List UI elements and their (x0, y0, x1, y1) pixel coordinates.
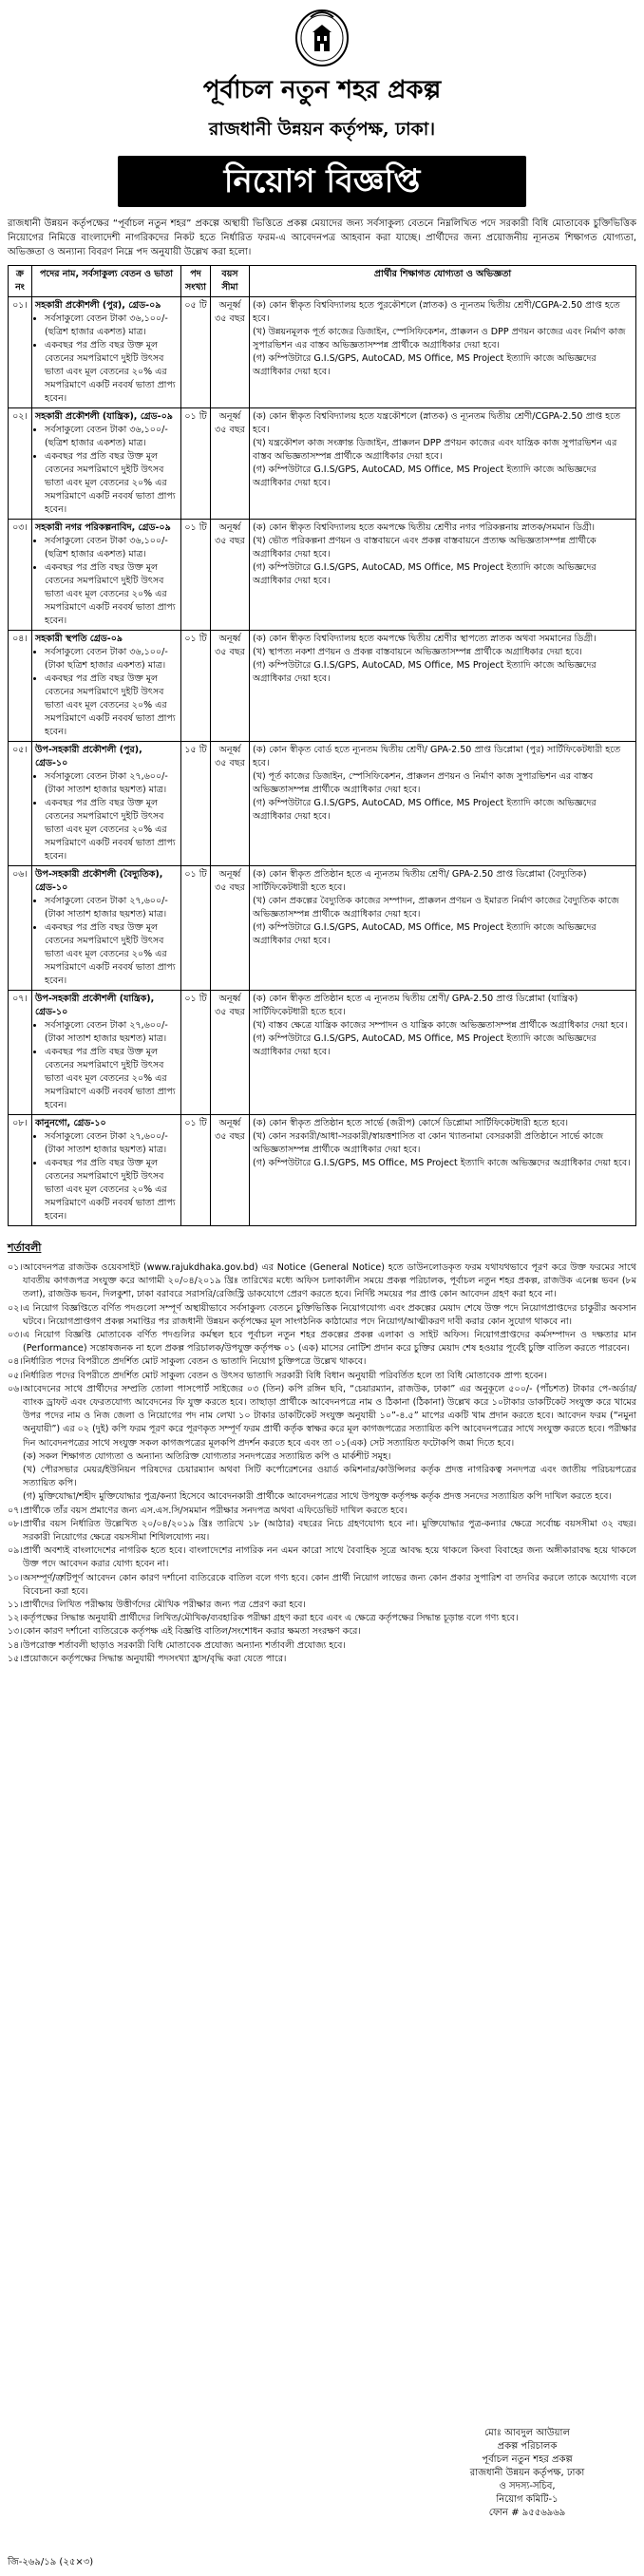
row-post-cell (32, 1115, 181, 1226)
term-item (8, 1544, 636, 1571)
qualification-item: (খ) যন্ত্রকৌশল কাজ সংক্রান্ত ডিজাইন, প্রাক্কলন DPP প্রণয়ন কাজের এবং যান্ত্রিক কাজ সুপারভিশন এর বাস্তব অভিজ্ঞতাসম্পন্ন প্রার্থীকে অগ্রাধিকার দেয়া হবে। (253, 438, 617, 462)
row-serial: ০৪। (9, 631, 32, 742)
pay-list (35, 1019, 178, 1112)
pay-item: • একবছর পর প্রতি বছর উক্ত মূল বেতনের সমপরিমাণে দুইটি উৎসব ভাতা এবং মূল বেতনের ২০% এর সমপরিমাণে একটি নববর্ষ ভাতা প্রাপ্য হবেন। (45, 450, 178, 517)
row-qualification (250, 742, 636, 866)
pay-item: • সর্বসাকুল্যে বেতন টাকা ৩৬,১০০/-(ছত্রিশ হাজার একশত) মাত্র। (45, 313, 178, 339)
row-age-limit: অনূর্ধ্ব ৩৫ বছর (211, 742, 250, 866)
pay-item: • সর্বসাকুল্যে বেতন টাকা ৩৬,১০০/-(ছত্রিশ হাজার একশত) মাত্র। (45, 424, 178, 450)
term-item (8, 1625, 636, 1638)
term-item (8, 1370, 636, 1383)
terms-list (8, 1261, 636, 1666)
qualification-item: (খ) কোন প্রকল্পের বৈদ্যুতিক কাজের সম্পাদন, প্রাক্কলন প্রণয়ন ও ইমারত নির্মাণ কাজের বৈদ্যুতিক কাজে অভিজ্ঞতাসম্পন্ন প্রার্থীকে অগ্রাধিকার দেয়া হবে। (253, 896, 619, 919)
row-post-count: ১৫ টি (181, 742, 211, 866)
row-post-cell (32, 408, 181, 520)
qualification-item: (ক) কোন স্বীকৃত বোর্ড হতে ন্যূনতম দ্বিতীয় শ্রেণী/ GPA-2.50 প্রাপ্ত ডিপ্লোমা (পুর) সার্টিফিকেটধারী হতে হবে। (253, 745, 621, 768)
term-text: আবেদনের সাথে প্রার্থীদের সম্প্রতি তোলা পাসপোর্ট সাইজের ০৩ (তিন) কপি রঙ্গিন ছবি, “চেয়ারম্যান, রাজউক, ঢাকা” এর অনুকূলে ৫০০/- (পাঁচশত) টাকার পে-অর্ডার/ব্যাংক ড্রাফট এবং ফেরতযোগ্য আবেদনের ফি যুক্ত করতে হবে। তাছাড়া প্রার্থীকে আবেদনপত্রে নাম ও ঠিকানা (ঠিকানা) উল্লেখ করে ১০টাকার ডাকটিকেট সংযুক্ত করে খামের উপর পদের নাম ও নিজ জেলা ও নিয়োগের পদ নাম লেখা ১০ টাকার ডাকটিকেট সংযুক্ত অনুযায়ী ১০”-৪.৫” মাপের একটি খাম প্রদান করতে হবে। আবেদন ফরম (“নমুনা অনুযায়ী”) এর ০২ (দুই) কপি ফরম পূরণ করে পূরণকৃত সম্পূর্ণ ফরম প্রার্থী কর্তৃক স্বাক্ষর করে মূল কাগজপত্রের সত্যায়িত কপি আবেদনপত্রের সাথে সংযুক্ত করতে হবে। পরীক্ষার দিন আবেদনপত্রের সাথে সংযুক্ত সকল কাগজপত্রের মূলকপি প্রদর্শন করতে হবে এবং তা ০১(এক) সেট সত্যায়িত ফটোকপি জমা দিতে হবে। (23, 1383, 636, 1449)
term-text: প্রয়োজনে কর্তৃপক্ষের সিদ্ধান্ত অনুযায়ী পদসংখ্যা হ্রাস/বৃদ্ধি করা যেতে পারে। (23, 1653, 287, 1664)
term-text: অসম্পূর্ণ/ত্রুটিপূর্ণ আবেদন কোন কারণ দর্শানো ব্যতিরেকে বাতিল বলে গণ্য হবে। কোন প্রার্থী নিয়োগ লাভের জন্য কোন প্রকার সুপারিশ বা তদবির করলে তাকে অযোগ্য বলে বিবেচনা করা হবে। (23, 1572, 636, 1597)
qualification-item: (গ) কম্পিউটারে G.I.S/GPS, MS Office, MS Project ইত্যাদি কাজে অভিজ্ঞদের অগ্রাধিকার দেয়া হবে। (253, 1158, 631, 1168)
row-age-limit: অনূর্ধ্ব ৩৫ বছর (211, 631, 250, 742)
table-row (9, 408, 636, 520)
posts-table (8, 265, 636, 1226)
row-post-count: ০১ টি (181, 991, 211, 1115)
qualification-item: (গ) কম্পিউটারে G.I.S/GPS, AutoCAD, MS Office, MS Project ইত্যাদি কাজে অভিজ্ঞদের অগ্রাধিকার দেয়া হবে। (253, 922, 597, 946)
term-text: আবেদনপত্র রাজউক ওয়েবসাইট (www.rajukdhaka.gov.bd) এর Notice (General Notice) হতে ডাউনলোডকৃত ফরম যথাযথভাবে পূরণ করে উক্ত ফরমের সাথে যাবতীয় কাগজপত্র সংযুক্ত করে আগামী ২০/০৪/২০১৯ খ্রিঃ তারিখের মধ্যে অফিস চলাকালীন সময়ে প্রকল্প পরিচালক, পূর্বাচল নতুন শহর প্রকল্প, রাজউক এনেক্স ভবন (৮ম তলা), রাজউক ভবন, দিলকুশা, ঢাকা বরাবরে সরাসরি/রেজিস্ট্রি ডাকযোগে প্রেরণ করতে হবে। নির্দিষ্ট সময়ের পর প্রাপ্ত কোন আবেদন গ্রহণ করা হবে না। (23, 1262, 636, 1300)
term-text: নির্ধারিত পদের বিপরীতে প্রদর্শিত মোট সাকুল্য বেতন ও ভাতাদি নিয়োগ চুক্তিপত্রে উল্লেখ থাকবে। (23, 1356, 367, 1368)
qualification-item: (খ) ভৌত পরিকল্পনা প্রণয়ন ও বাস্তবায়নে এবং প্রকল্প বাস্তবায়নে প্রত্যক্ষ অভিজ্ঞতাসম্পন্ন প্রার্থীকে অগ্রাধিকার দেয়া হবে। (253, 536, 597, 559)
qualification-item: (ক) কোন স্বীকৃত বিশ্ববিদ্যালয় হতে যন্ত্রকৌশলে (স্নাতক) ও ন্যূনতম দ্বিতীয় শ্রেণী/CGPA-2.50 প্রাপ্ত হতে হবে। (253, 411, 621, 435)
qualification-item: (গ) কম্পিউটারে G.I.S/GPS, AutoCAD, MS Office, MS Project ইত্যাদি কাজে অভিজ্ঞদের অগ্রাধিকার দেয়া হবে। (253, 660, 597, 684)
row-qualification (250, 520, 636, 631)
term-number: ০১। (8, 1262, 23, 1273)
row-qualification (250, 408, 636, 520)
row-age-limit: অনূর্ধ্ব ৩৫ বছর (211, 297, 250, 408)
pay-list (35, 535, 178, 628)
term-item (8, 1518, 636, 1544)
row-post-count: ০১ টি (181, 520, 211, 631)
term-number: ১৪। (8, 1639, 23, 1651)
term-text: নির্ধারিত পদের বিপরীতে প্রদর্শিত মোট সাকুল্য বেতন ও উৎসব ভাতাদি সরকারী বিধি বিধান অনুযায়ী পরিবর্তিত হলে তা বিধি মোতাবেক প্রাপ্য হবেন। (23, 1370, 547, 1381)
qualification-item: (ক) কোন স্বীকৃত প্রতিষ্ঠান হতে সার্ভে (জরীপ) কোর্সে ডিপ্লোমা সার্টিফিকেটধারী হতে হবে। (253, 1118, 569, 1128)
footer-code: জি-২৬৯/১৯ (২৫×৩) (8, 2557, 94, 2567)
pay-item: • একবছর পর প্রতি বছর উক্ত মূল বেতনের সমপরিমাণে দুইটি উৎসব ভাতা এবং মূল বেতনের ২০% এর সমপরিমাণে একটি নববর্ষ ভাতা প্রাপ্য হবেন। (45, 672, 178, 739)
signatory-name: মোঃ আবদুল আউয়াল (484, 2428, 570, 2438)
row-serial: ০৬। (9, 866, 32, 991)
qualification-item: (ক) কোন স্বীকৃত বিশ্ববিদ্যালয় হতে পুরকৌশলে (স্নাতক) ও ন্যূনতম দ্বিতীয় শ্রেণী/CGPA-2.50 প্রাপ্ত হতে হবে। (253, 300, 620, 324)
header-qualification: প্রার্থীর শিক্ষাগত যোগ্যতা ও অভিজ্ঞতা (250, 266, 636, 297)
row-post-cell (32, 297, 181, 408)
signatory-org: রাজধানী উন্নয়ন কর্তৃপক্ষ, ঢাকা (469, 2468, 585, 2478)
row-post-cell (32, 520, 181, 631)
row-post-count: ০১ টি (181, 408, 211, 520)
row-post-cell (32, 631, 181, 742)
term-text: প্রার্থী অবশ্যই বাংলাদেশের নাগরিক হতে হবে। বাংলাদেশের নাগরিক নন এমন কারো সাথে বৈবাহিক সূত্রে আবদ্ধ হয়ে থাকলে কিংবা বিবাহের জন্য অঙ্গীকারাবদ্ধ হয়ে থাকলে উক্ত পদে আবেদন করার যোগ্য হবেন না। (23, 1545, 636, 1570)
row-post-cell (32, 991, 181, 1115)
term-text: এ নিয়োগ বিজ্ঞপ্তিতে বর্ণিত পদগুলো সম্পূর্ণ অস্থায়ীভাবে সর্বসাকুল্য বেতনে চুক্তিভিত্তিক নিয়োগযোগ্য এবং প্রকল্পের মেয়াদ শেষে উক্ত পদে নিয়োগপ্রাপ্তদের চাকুরীর অবসান ঘটবে। নিয়োগপ্রাপ্তগণ প্রকল্প সমাপ্তির পর রাজধানী উন্নয়ন কর্তৃপক্ষের মূল সাংগঠনিক কাঠামোর পদে নিয়োগ/আত্মীকরণ দাবী করার কোন সুযোগ থাকবে না। (23, 1302, 636, 1327)
pay-list (35, 424, 178, 517)
row-age-limit: অনূর্ধ্ব ৩৫ বছর (211, 520, 250, 631)
qualification-item: (ক) কোন স্বীকৃত প্রতিষ্ঠান হতে এ ন্যূনতম দ্বিতীয় শ্রেণী/ GPA-2.50 প্রাপ্ত ডিপ্লোমা (যান্ত্রিক) সার্টিফিকেটধারী হতে হবে। (253, 994, 578, 1017)
table-row (9, 631, 636, 742)
row-post-count: ০১ টি (181, 1115, 211, 1226)
header-post-count: পদ সংখ্যা (181, 266, 211, 297)
signatory-extra: ও সদস্য-সচিব, (499, 2481, 556, 2491)
header (0, 0, 644, 207)
table-row (9, 1115, 636, 1226)
rajuk-seal-icon (294, 6, 350, 66)
term-number: ০৮। (8, 1518, 23, 1529)
term-text: কোন কারণ দর্শানো ব্যতিরেকে কর্তৃপক্ষ এই বিজ্ঞপ্তি বাতিল/সংশোধন করার ক্ষমতা সংরক্ষণ করে। (23, 1626, 361, 1638)
row-post-cell (32, 742, 181, 866)
post-name: কানুনগো, গ্রেড-১০ (35, 1118, 106, 1128)
row-age-limit: অনূর্ধ্ব ৩৫ বছর (211, 991, 250, 1115)
table-body (9, 297, 636, 1226)
term-number (8, 1490, 23, 1504)
term-number: ০৫। (8, 1370, 23, 1381)
term-text: উপরোক্ত শর্তাবলী ছাড়াও সরকারী বিধি মোতাবেক প্রযোজ্য অন্যান্য শর্তাবলী প্রযোজ্য হবে। (23, 1639, 346, 1651)
post-name: সহকারী প্রকৌশলী (পুর), গ্রেড-০৯ (35, 300, 161, 311)
pay-item: • একবছর পর প্রতি বছর উক্ত মূল বেতনের সমপরিমাণে দুইটি উৎসব ভাতা এবং মূল বেতনের ২০% এর সমপরিমাণে একটি নববর্ষ ভাতা প্রাপ্য হবেন। (45, 1157, 178, 1223)
pay-item: • সর্বসাকুল্যে বেতন টাকা ৩৬,১০০/-(ছত্রিশ হাজার একশত) মাত্র। (45, 535, 178, 561)
row-qualification (250, 631, 636, 742)
row-age-limit: অনূর্ধ্ব ৩৫ বছর (211, 866, 250, 991)
post-name: সহকারী নগর পরিকল্পনাবিদ, গ্রেড-০৯ (35, 522, 171, 533)
pay-list (35, 646, 178, 739)
table-row (9, 520, 636, 631)
notice-banner: নিয়োগ বিজ্ঞপ্তি (118, 156, 526, 207)
qualification-item: (খ) বাস্তব ক্ষেত্রে যান্ত্রিক কাজের সম্পাদন ও যান্ত্রিক কাজে অভিজ্ঞতাসম্পন্ন প্রার্থীকে অগ্রাধিকার দেয়া হবে। (253, 1020, 628, 1031)
header-serial: ক্র নং (9, 266, 32, 297)
term-item (8, 1639, 636, 1653)
row-serial: ০১। (9, 297, 32, 408)
term-item (8, 1261, 636, 1302)
pay-item: • একবছর পর প্রতি বছর উক্ত মূল বেতনের সমপরিমাণে দুইটি উৎসব ভাতা এবং মূল বেতনের ২০% এর সমপরিমাণে একটি নববর্ষ ভাতা প্রাপ্য হবেন। (45, 339, 178, 406)
row-qualification (250, 991, 636, 1115)
signatory-office: পূর্বাচল নতুন শহর প্রকল্প (482, 2454, 573, 2465)
term-number (8, 1464, 23, 1490)
row-qualification (250, 1115, 636, 1226)
row-serial: ০৭। (9, 991, 32, 1115)
post-name: উপ-সহকারী প্রকৌশলী (যান্ত্রিক), গ্রেড-১০ (35, 994, 155, 1017)
table-row (9, 297, 636, 408)
term-item (8, 1490, 636, 1504)
qualification-item: (গ) কম্পিউটারে G.I.S/GPS, AutoCAD, MS Office, MS Project ইত্যাদি কাজে অভিজ্ঞদের অগ্রাধিকার দেয়া হবে। (253, 798, 597, 822)
signatory-phone: ফোন # ৯৫৫৬৯৬৯ (488, 2508, 566, 2518)
term-number: ১৩। (8, 1626, 23, 1638)
term-text: প্রার্থীদের লিখিত পরীক্ষায় উত্তীর্ণদের মৌখিক পরীক্ষার জন্য পত্র প্রেরণ করা হবে। (23, 1600, 306, 1611)
pay-list (35, 313, 178, 406)
qualification-item: (গ) কম্পিউটারে G.I.S/GPS, AutoCAD, MS Office, MS Project ইত্যাদি কাজে অভিজ্ঞদের অগ্রাধিকার দেয়া হবে। (253, 353, 597, 377)
row-post-count: ০১ টি (181, 866, 211, 991)
term-number: ০৭। (8, 1505, 23, 1516)
qualification-item: (খ) কোন সরকারী/আধা-সরকারী/স্বায়ত্তশাসিত বা কোন খ্যাতনামা বেসরকারী প্রতিষ্ঠানে সার্ভে কাজে অভিজ্ঞতাসম্পন্ন প্রার্থীকে অগ্রাধিকার দেয়া হবে। (253, 1131, 604, 1155)
term-number (8, 1450, 23, 1464)
qualification-item: (গ) কম্পিউটারে G.I.S/GPS, AutoCAD, MS Office, MS Project ইত্যাদি কাজে অভিজ্ঞদের অগ্রাধিকার দেয়া হবে। (253, 464, 597, 488)
pay-item: • সর্বসাকুল্যে বেতন টাকা ২৭,৬০০/-(টাকা সাতাশ হাজার ছয়শত) মাত্র। (45, 1130, 178, 1157)
qualification-item: (গ) কম্পিউটারে G.I.S/GPS, AutoCAD, MS Office, MS Project ইত্যাদি কাজে অভিজ্ঞদের অগ্রাধিকার দেয়া হবে। (253, 1033, 597, 1057)
post-name: সহকারী স্থপতি গ্রেড-০৯ (35, 634, 123, 644)
term-item (8, 1612, 636, 1625)
qualification-item: (গ) কম্পিউটারে G.I.S/GPS, AutoCAD, MS Office, MS Project ইত্যাদি কাজে অভিজ্ঞদের অগ্রাধিকার দেয়া হবে। (253, 562, 597, 586)
intro-paragraph: রাজধানী উন্নয়ন কর্তৃপক্ষের “পূর্বাচল নতুন শহর” প্রকল্পে অস্থায়ী ভিত্তিতে প্রকল্প মেয়াদের জন্য সর্বসাকুল্য বেতনে নিম্নলিখিত পদে সরকারী বিধি মোতাবেক চুক্তিভিত্তিক নিয়োগের নিমিত্তে বাংলাদেশী নাগরিকদের নিকট হতে নির্ধারিত ফরম-এ আবেদনপত্র আহবান করা যাচ্ছে। প্রার্থীদের জন্য প্রয়োজনীয় ন্যূনতম শিক্ষাগত যোগ্যতা, অভিজ্ঞতা ও অন্যান্য বিবরণ নিম্নে পদ অনুযায়ী উল্লেখ করা হলো। (8, 218, 636, 257)
term-text: (খ) পৌরসভার মেয়র/ইউনিয়ন পরিষদের চেয়ারম্যান অথবা সিটি কর্পোরেশনের ওয়ার্ড কমিশনার/কাউন্সিলর কর্তৃক প্রদত্ত নাগরিকত্ব সনদপত্র এবং জাতীয় পরিচয়পত্রের সত্যায়িত কপি। (23, 1465, 636, 1489)
row-post-count: ০১ টি (181, 631, 211, 742)
signature-block (427, 2427, 627, 2520)
pay-item: • একবছর পর প্রতি বছর উক্ত মূল বেতনের সমপরিমাণে দুইটি উৎসব ভাতা এবং মূল বেতনের ২০% এর সমপরিমাণে একটি নববর্ষ ভাতা প্রাপ্য হবেন। (45, 921, 178, 988)
pay-list (35, 895, 178, 988)
table-row (9, 866, 636, 991)
signatory-title: প্রকল্প পরিচালক (497, 2441, 558, 2452)
term-text: প্রার্থীকে তাঁর বয়স প্রমাণের জন্য এস.এস.সি/সমমান পরীক্ষার সনদপত্র অথবা এফিডেভিট দাখিল করতে হবে। (23, 1505, 407, 1516)
term-number: ১৫। (8, 1653, 23, 1664)
qualification-item: (খ) পূর্ত কাজের ডিজাইন, স্পেসিফিকেশন, প্রাক্কলন প্রণয়ন ও নির্মাণ কাজ সুপারভিশন এর বাস্তব অভিজ্ঞতাসম্পন্ন প্রার্থীকে অগ্রাধিকার দেয়া হবে। (253, 771, 594, 795)
row-age-limit: অনূর্ধ্ব ৩৫ বছর (211, 408, 250, 520)
pay-item: • সর্বসাকুল্যে বেতন টাকা ২৭,৬০০/-(টাকা সাতাশ হাজার ছয়শত) মাত্র। (45, 895, 178, 921)
row-qualification (250, 297, 636, 408)
table-header-row (9, 266, 636, 297)
term-item (8, 1329, 636, 1355)
term-text: এ নিয়োগ বিজ্ঞপ্তি মোতাবেক বর্ণিত পদগুলির কর্মস্থল হবে পূর্বাচল নতুন শহর প্রকল্পের প্রকল্প এলাকা ও সাইট অফিস। নিয়োগপ্রাপ্তদের কর্মসম্পাদন ও দক্ষতার মান (Performance) সন্তোষজনক না হলে প্রকল্প পরিচালক/উপযুক্ত কর্তৃপক্ষ ০১ (এক) মাসের নোটিশ প্রদান করে চুক্তির মেয়াদ শেষ হওয়ার পূর্বেই চুক্তি বাতিল করতে পারবেন। (23, 1330, 636, 1354)
term-text: কর্তৃপক্ষের সিদ্ধান্ত অনুযায়ী প্রার্থীদের লিখিত/মৌখিক/ব্যবহারিক পরীক্ষা গ্রহণ করা হবে এবং এ ক্ষেত্রে কর্তৃপক্ষের সিদ্ধান্ত চূড়ান্ত বলে গণ্য হবে। (23, 1613, 519, 1624)
term-item (8, 1653, 636, 1666)
post-name: উপ-সহকারী প্রকৌশলী (বৈদ্যুতিক), গ্রেড-১০ (35, 869, 163, 893)
pay-item: • একবছর পর প্রতি বছর উক্ত মূল বেতনের সমপরিমাণে দুইটি উৎসব ভাতা এবং মূল বেতনের ২০% এর সমপরিমাণে একটি নববর্ষ ভাতা প্রাপ্য হবেন। (45, 797, 178, 863)
organization-subtitle: রাজধানী উন্নয়ন কর্তৃপক্ষ, ঢাকা। (208, 119, 436, 140)
term-number: ১২। (8, 1613, 23, 1624)
qualification-item: (ক) কোন স্বীকৃত বিশ্ববিদ্যালয় হতে কমপক্ষে দ্বিতীয় শ্রেণীর স্থাপত্যে স্নাতক অথবা সমমানের ডিগ্রী। (253, 634, 597, 644)
term-item (8, 1505, 636, 1518)
qualification-item: (ক) কোন স্বীকৃত প্রতিষ্ঠান হতে এ ন্যূনতম দ্বিতীয় শ্রেণী/ GPA-2.50 প্রাপ্ত ডিপ্লোমা (বৈদ্যুতিক) সার্টিফিকেটধারী হতে হবে। (253, 869, 587, 893)
table-row (9, 991, 636, 1115)
pay-item: • একবছর পর প্রতি বছর উক্ত মূল বেতনের সমপরিমাণে দুইটি উৎসব ভাতা এবং মূল বেতনের ২০% এর সমপরিমাণে একটি নববর্ষ ভাতা প্রাপ্য হবেন। (45, 1046, 178, 1112)
row-qualification (250, 866, 636, 991)
qualification-item: (খ) উন্নয়নমূলক পূর্ত কাজের ডিজাইন, স্পেসিফিকেশন, প্রাক্কলন ও DPP প্রণয়ন কাজের এবং নির্মাণ কাজ সুপারভিশন এর বাস্তব অভিজ্ঞতাসম্পন্ন প্রার্থীকে অগ্রাধিকার দেয়া হবে। (253, 327, 626, 350)
project-title: পূর্বাচল নতুন শহর প্রকল্প (202, 76, 442, 104)
term-number: ০৬। (8, 1383, 23, 1394)
post-name: সহকারী প্রকৌশলী (যান্ত্রিক), গ্রেড-০৯ (35, 411, 173, 422)
term-text: প্রার্থীর বয়স নির্ধারিত উল্লেখিত ২০/০৪/২০১৯ খ্রিঃ তারিখে ১৮ (আঠার) বছরের নিচে গ্রহণযোগ্য হবে না। মুক্তিযোদ্ধার পুত্র-কন্যার ক্ষেত্রে সর্বোচ্চ বয়সসীমা ৩২ বছর। সরকারী নিয়োগের ক্ষেত্রে বয়সসীমা শিথিলযোগ্য নয়। (23, 1518, 636, 1544)
term-text: (ক) সকল শিক্ষাগত যোগ্যতা ও অন্যান্য অতিরিক্ত যোগ্যতার সনদপত্রের সত্যায়িত কপি ও মার্কশীট সমূহ। (23, 1450, 391, 1462)
row-serial: ০৫। (9, 742, 32, 866)
pay-list (35, 770, 178, 863)
pay-item: • সর্বসাকুল্যে বেতন টাকা ৩৬,১০০/-(টাকা ছত্রিশ হাজার একশত) মাত্র। (45, 646, 178, 672)
term-number: ০৩। (8, 1330, 23, 1341)
term-number: ০২। (8, 1302, 23, 1314)
term-item (8, 1355, 636, 1369)
pay-item: • সর্বসাকুল্যে বেতন টাকা ২৭,৬০০/-(টাকা সাতাশ হাজার ছয়শত) মাত্র। (45, 1019, 178, 1046)
pay-item: • সর্বসাকুল্যে বেতন টাকা ২৭,৬০০/-(টাকা সাতাশ হাজার ছয়শত) মাত্র। (45, 770, 178, 797)
qualification-item: (খ) স্থাপত্য নকশা প্রণয়ন ও প্রকল্প বাস্তবায়নে অভিজ্ঞতাসম্পন্ন প্রার্থীকে অগ্রাধিকার দেয়া হবে। (253, 647, 582, 657)
header-post-name: পদের নাম, সর্বসাকুল্য বেতন ও ভাতা (32, 266, 181, 297)
header-age-limit: বয়স সীমা (211, 266, 250, 297)
term-item (8, 1450, 636, 1464)
row-serial: ০৮। (9, 1115, 32, 1226)
term-text: (গ) মুক্তিযোদ্ধা/শহীদ মুক্তিযোদ্ধার পুত্র/কন্যা হিসেবে আবেদনকারী প্রার্থীকে আবেদনপত্রের সাথে উপযুক্ত কর্তৃপক্ষ কর্তৃক প্রদত্ত সনদের সত্যায়িত কপি দাখিল করতে হবে। (23, 1491, 612, 1503)
term-item (8, 1572, 636, 1599)
term-item (8, 1599, 636, 1612)
term-number: ০৯। (8, 1545, 23, 1557)
terms-title: শর্তাবলী (8, 1241, 42, 1254)
row-post-cell (32, 866, 181, 991)
term-item (8, 1302, 636, 1329)
table-row (9, 742, 636, 866)
row-post-count: ০৫ টি (181, 297, 211, 408)
term-item (8, 1464, 636, 1490)
pay-item: • একবছর পর প্রতি বছর উক্ত মূল বেতনের সমপরিমাণে দুইটি উৎসব ভাতা এবং মূল বেতনের ২০% এর সমপরিমাণে একটি নববর্ষ ভাতা প্রাপ্য হবেন। (45, 561, 178, 628)
row-age-limit: অনূর্ধ্ব ৩৫ বছর (211, 1115, 250, 1226)
row-serial: ০২। (9, 408, 32, 520)
post-name: উপ-সহকারী প্রকৌশলী (পুর), গ্রেড-১০ (35, 745, 142, 768)
signatory-committee: নিয়োগ কমিটি-১ (496, 2494, 559, 2505)
qualification-item: (ক) কোন স্বীকৃত বিশ্ববিদ্যালয় হতে কমপক্ষে দ্বিতীয় শ্রেণীর নগর পরিকল্পনায় স্নাতক/সমমান ডিগ্রী। (253, 522, 596, 533)
term-item (8, 1383, 636, 1450)
term-number: ১১। (8, 1600, 23, 1611)
term-number: ০৪। (8, 1356, 23, 1368)
row-serial: ০৩। (9, 520, 32, 631)
pay-list (35, 1130, 178, 1223)
term-number: ১০। (8, 1572, 23, 1583)
